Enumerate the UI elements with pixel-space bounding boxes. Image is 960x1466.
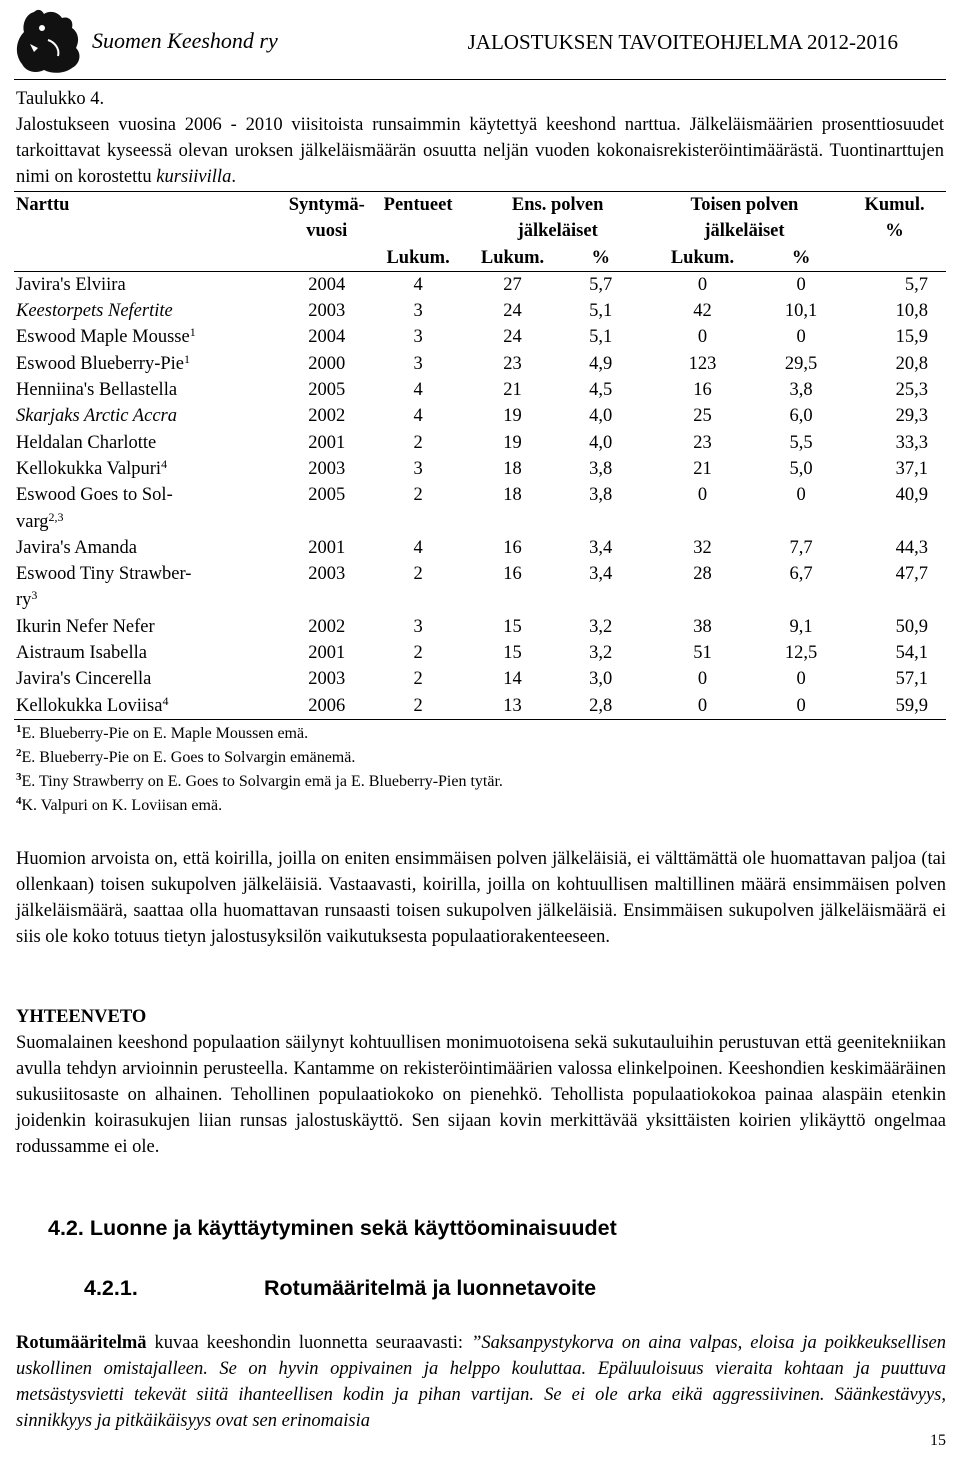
cell-litters: 2 bbox=[413, 432, 423, 453]
summary-section bbox=[16, 1004, 946, 1160]
cell-n2: 16 bbox=[693, 380, 712, 401]
dam-table bbox=[14, 191, 946, 720]
cell-year: 2003 bbox=[308, 458, 346, 479]
table-row bbox=[14, 456, 946, 482]
table-row bbox=[14, 324, 946, 350]
cell-name bbox=[14, 482, 287, 535]
cell-n1: 16 bbox=[503, 537, 522, 558]
cell-year: 2002 bbox=[308, 616, 346, 637]
col-pentueet: Pentueet bbox=[383, 195, 453, 215]
cell-name bbox=[14, 535, 287, 561]
cell-n1: 27 bbox=[503, 274, 522, 295]
cell-n1: 24 bbox=[503, 301, 522, 322]
section-heading: 4.2. Luonne ja käyttäytyminen sekä käyttöominaisuudet bbox=[48, 1216, 617, 1240]
footnote-mark: 1 bbox=[189, 325, 196, 340]
footnote-number: 3 bbox=[16, 771, 22, 783]
cell-litters: 2 bbox=[413, 695, 423, 716]
footnote-number: 1 bbox=[16, 723, 22, 735]
cell-p1: 3,4 bbox=[589, 564, 613, 585]
cell-n1: 19 bbox=[503, 432, 522, 453]
footnote-mark: 4 bbox=[161, 456, 168, 471]
dam-name: Keestorpets Nefertite bbox=[16, 301, 173, 322]
cell-year: 2002 bbox=[308, 406, 346, 427]
cell-cum: 25,3 bbox=[895, 380, 928, 401]
cell-n2: 25 bbox=[693, 406, 712, 427]
cell-n2: 32 bbox=[693, 537, 712, 558]
cell-year: 2001 bbox=[308, 643, 346, 664]
cell-p1: 5,7 bbox=[589, 274, 613, 295]
table-footnotes bbox=[16, 722, 503, 818]
cell-cum: 15,9 bbox=[895, 327, 928, 348]
paragraph-analysis: Huomion arvoista on, että koirilla, joilla on eniten ensimmäisen polven jälkeläisiä, ei välttämättä ole huomattavan paljoa (tai ollenkaan) toisen sukupolven jälkeläisiä. Vastaavasti, koirilla, joilla on kohtuullisen maltillinen määrä ensimmäisen polven jälkeläismäärä, saattaa olla huomattavan runsaasti toisen sukupolven jälkeläisiä. Ensimmäisen sukupolven jälkeläismäärä ei siis ole koko totuus tietyn jalostusyksilön vaikutuksesta populaatiorakenteeseen. bbox=[16, 849, 946, 947]
cell-name bbox=[14, 640, 287, 666]
cell-year: 2003 bbox=[308, 301, 346, 322]
cell-n2: 21 bbox=[693, 458, 712, 479]
cell-name bbox=[14, 351, 287, 377]
summary-text: Suomalainen keeshond populaation säilynyt kohtuullisen monimuotoisena sekä sukutauluihin perustuvan että geenitekniikan avulla tehdyn arvioinnin perusteella. Kantamme on rekisteröintimäärien valossa elinkelpoinen. Keeshondien keskimääräinen sukusiitosaste on alhainen. Tehollinen populaatiokoko on pienehkö. Tehollista populaatiokokoa painaa alaspäin etenkin joidenkin koirasukujen liian runsas jalostuskäyttö. Sen sijaan kovin merkittävää yksittäisten koirien ylikäyttö ongelmaa rodussamme ei ole. bbox=[16, 1033, 946, 1157]
cell-name bbox=[14, 430, 287, 456]
subheader-pct: % bbox=[791, 247, 811, 268]
cell-cum: 54,1 bbox=[895, 643, 928, 664]
cell-name bbox=[14, 456, 287, 482]
cell-n1: 18 bbox=[503, 458, 522, 479]
cell-year: 2001 bbox=[308, 537, 346, 558]
caption-italic: kursiivilla bbox=[156, 167, 232, 187]
cell-litters: 2 bbox=[413, 669, 423, 690]
logo-text: Suomen Keeshond ry bbox=[92, 28, 278, 53]
cell-n1: 16 bbox=[503, 564, 522, 585]
cell-name bbox=[14, 614, 287, 640]
col-kumul: Kumul. % bbox=[864, 195, 925, 242]
dam-name: Kellokukka Valpuri bbox=[16, 458, 162, 479]
cell-litters: 4 bbox=[413, 406, 423, 427]
dam-name: Eswood Goes to Sol- bbox=[16, 485, 173, 506]
cell-year: 2004 bbox=[308, 327, 346, 348]
caption-body: Jalostukseen vuosina 2006 - 2010 viisitoista runsaimmin käytettyä keeshond narttua. Jälkeläismäärien prosenttiosuudet tarkoittavat kyseessä olevan uroksen jälkeläismäärän osuutta neljän vuoden kokonaisrekisteröintimäärästä. Tuontinarttujen nimi on korostettu kursiivilla. bbox=[16, 115, 944, 187]
cell-litters: 2 bbox=[413, 485, 423, 506]
cell-n1: 24 bbox=[503, 327, 522, 348]
cell-year: 2005 bbox=[308, 485, 346, 506]
cell-year: 2005 bbox=[308, 380, 346, 401]
cell-p2: 0 bbox=[796, 274, 806, 295]
footnote-mark: 4 bbox=[162, 693, 169, 708]
cell-p1: 4,9 bbox=[589, 353, 613, 374]
cell-litters: 3 bbox=[413, 616, 423, 637]
table-caption bbox=[16, 86, 944, 190]
cell-litters: 3 bbox=[413, 327, 423, 348]
table-row bbox=[14, 271, 946, 298]
dam-name: Henniina's Bellastella bbox=[16, 380, 178, 401]
cell-litters: 4 bbox=[413, 274, 423, 295]
cell-n2: 38 bbox=[693, 616, 712, 637]
table-row bbox=[14, 482, 946, 535]
keeshond-logo-icon bbox=[8, 4, 88, 76]
caption-label: Taulukko 4. bbox=[16, 89, 105, 109]
dam-name: Aistraum Isabella bbox=[16, 643, 147, 664]
cell-p1: 3,0 bbox=[589, 669, 613, 690]
cell-cum: 5,7 bbox=[904, 274, 928, 295]
cell-p2: 0 bbox=[796, 485, 806, 506]
footnote-text: E. Tiny Strawberry on E. Goes to Solvargin emä ja E. Blueberry-Pien tytär. bbox=[21, 773, 503, 790]
footnote bbox=[16, 746, 503, 770]
cell-litters: 2 bbox=[413, 564, 423, 585]
cell-cum: 57,1 bbox=[895, 669, 928, 690]
dam-name: Javira's Amanda bbox=[16, 537, 137, 558]
cell-p2: 5,5 bbox=[789, 432, 813, 453]
cell-cum: 20,8 bbox=[895, 353, 928, 374]
cell-year: 2003 bbox=[308, 669, 346, 690]
cell-n1: 14 bbox=[503, 669, 522, 690]
cell-cum: 44,3 bbox=[895, 537, 928, 558]
cell-year: 2003 bbox=[308, 564, 346, 585]
header-divider bbox=[14, 79, 946, 80]
footnote-number: 2 bbox=[16, 747, 22, 759]
cell-litters: 3 bbox=[413, 301, 423, 322]
cell-name bbox=[14, 693, 287, 720]
cell-cum: 10,8 bbox=[895, 301, 928, 322]
cell-name bbox=[14, 666, 287, 692]
dam-name: Eswood Tiny Strawber- bbox=[16, 564, 192, 585]
cell-p1: 3,2 bbox=[589, 643, 613, 664]
table-row bbox=[14, 614, 946, 640]
subheader-pct: % bbox=[591, 247, 610, 268]
cell-p2: 5,0 bbox=[789, 458, 813, 479]
cell-p1: 5,1 bbox=[589, 301, 613, 322]
cell-n1: 19 bbox=[503, 406, 522, 427]
footnote-text: E. Blueberry-Pie on E. Maple Moussen emä. bbox=[21, 725, 309, 742]
cell-p2: 9,1 bbox=[789, 616, 813, 637]
cell-p1: 2,8 bbox=[589, 695, 613, 716]
cell-n2: 42 bbox=[693, 301, 712, 322]
cell-cum: 37,1 bbox=[895, 458, 928, 479]
cell-p2: 29,5 bbox=[784, 353, 818, 374]
cell-cum: 33,3 bbox=[895, 432, 928, 453]
cell-name bbox=[14, 561, 287, 614]
table-row bbox=[14, 403, 946, 429]
footnote-mark: 1 bbox=[184, 351, 191, 366]
cell-p1: 3,2 bbox=[589, 616, 613, 637]
cell-n2: 51 bbox=[693, 643, 712, 664]
cell-n2: 0 bbox=[697, 669, 708, 690]
cell-p1: 3,8 bbox=[589, 458, 613, 479]
cell-n1: 15 bbox=[503, 643, 522, 664]
cell-p1: 4,0 bbox=[589, 406, 613, 427]
cell-litters: 2 bbox=[413, 643, 423, 664]
cell-n1: 23 bbox=[503, 353, 522, 374]
cell-litters: 3 bbox=[413, 458, 423, 479]
subheader-lukum: Lukum. bbox=[670, 247, 735, 268]
cell-p1: 4,5 bbox=[589, 380, 613, 401]
table-row bbox=[14, 298, 946, 324]
cell-cum: 29,3 bbox=[895, 406, 928, 427]
cell-litters: 3 bbox=[413, 353, 423, 374]
cell-p1: 4,0 bbox=[589, 432, 613, 453]
col-toisen-polven: Toisen polven jälkeläiset bbox=[690, 195, 799, 242]
breed-standard-paragraph: Rotumääritelmä kuvaa keeshondin luonnetta seuraavasti: ”Saksanpystykorva on aina valpas, eloisa ja poikkeuksellisen uskollinen omistajalleen. Se on hyvin oppivainen ja helppo kouluttaa. Epäluuloisuus vieraita kohtaan ja puuttuva metsästysvietti tekevät siitä ihanteellisen kodin ja pihan vartijan. Se ei ole arka eikä aggressiivinen. Säänkestävyys, sinnikkyys ja pitkäikäisyys ovat sen erinomaisia bbox=[16, 1333, 946, 1431]
cell-n1: 21 bbox=[503, 380, 522, 401]
cell-name bbox=[14, 377, 287, 403]
summary-heading: YHTEENVETO bbox=[16, 1007, 147, 1027]
cell-cum: 47,7 bbox=[895, 564, 928, 585]
table-row bbox=[14, 351, 946, 377]
cell-p2: 3,8 bbox=[789, 380, 813, 401]
dam-name: Kellokukka Loviisa bbox=[16, 695, 163, 716]
cell-p2: 0 bbox=[796, 669, 806, 690]
page-number: 15 bbox=[930, 1432, 946, 1449]
cell-year: 2004 bbox=[308, 274, 346, 295]
footnote-text: E. Blueberry-Pie on E. Goes to Solvargin emänemä. bbox=[21, 749, 356, 766]
cell-p1: 3,8 bbox=[589, 485, 613, 506]
cell-n2: 0 bbox=[697, 695, 708, 716]
cell-cum: 50,9 bbox=[895, 616, 928, 637]
cell-p1: 5,1 bbox=[589, 327, 613, 348]
cell-litters: 4 bbox=[413, 537, 423, 558]
table-row bbox=[14, 561, 946, 614]
cell-name bbox=[14, 403, 287, 429]
dam-name-cont: ry bbox=[16, 590, 32, 611]
subheader-lukum: Lukum. bbox=[480, 247, 545, 268]
cell-p2: 7,7 bbox=[789, 537, 813, 558]
cell-n2: 28 bbox=[693, 564, 712, 585]
cell-p2: 0 bbox=[796, 327, 806, 348]
cell-p2: 10,1 bbox=[784, 301, 818, 322]
cell-cum: 59,9 bbox=[895, 695, 928, 716]
dam-name: Skarjaks Arctic Accra bbox=[16, 406, 177, 427]
footnote bbox=[16, 722, 503, 746]
subsection-title: Rotumääritelmä ja luonnetavoite bbox=[264, 1276, 597, 1300]
footnote-mark: 3 bbox=[31, 588, 38, 603]
cell-n2: 0 bbox=[697, 485, 708, 506]
cell-p2: 12,5 bbox=[784, 643, 818, 664]
cell-p1: 3,4 bbox=[589, 537, 613, 558]
col-ens-polven: Ens. polven jälkeläiset bbox=[511, 195, 604, 242]
cell-cum: 40,9 bbox=[895, 485, 928, 506]
cell-n2: 0 bbox=[697, 327, 708, 348]
footnote-number: 4 bbox=[16, 795, 22, 807]
document-title: JALOSTUKSEN TAVOITEOHJELMA 2012-2016 bbox=[467, 30, 898, 54]
cell-n1: 15 bbox=[503, 616, 522, 637]
col-narttu: Narttu bbox=[16, 195, 70, 215]
cell-n2: 123 bbox=[688, 353, 717, 374]
subheader-lukum: Lukum. bbox=[386, 247, 450, 268]
cell-p2: 6,0 bbox=[789, 406, 813, 427]
table-row bbox=[14, 640, 946, 666]
footnote-mark: 2,3 bbox=[48, 509, 64, 524]
col-syntymavuosi: Syntymä- vuosi bbox=[288, 195, 365, 241]
subsection-number: 4.2.1. bbox=[84, 1276, 138, 1300]
cell-n2: 23 bbox=[693, 432, 712, 453]
cell-name bbox=[14, 324, 287, 350]
table-row bbox=[14, 377, 946, 403]
dam-name-cont: varg bbox=[16, 511, 49, 532]
cell-year: 2000 bbox=[308, 353, 346, 374]
table-row bbox=[14, 693, 946, 720]
dam-name: Ikurin Nefer Nefer bbox=[16, 616, 155, 637]
cell-n2: 0 bbox=[697, 274, 708, 295]
table-row bbox=[14, 430, 946, 456]
dam-name: Eswood Blueberry-Pie bbox=[16, 353, 185, 374]
cell-year: 2001 bbox=[308, 432, 346, 453]
footnote bbox=[16, 770, 503, 794]
cell-litters: 4 bbox=[413, 380, 423, 401]
table-row bbox=[14, 666, 946, 692]
cell-p2: 6,7 bbox=[789, 564, 813, 585]
cell-name bbox=[14, 298, 287, 324]
cell-p2: 0 bbox=[796, 695, 806, 716]
dam-name: Javira's Elviira bbox=[16, 274, 126, 295]
cell-name bbox=[14, 271, 287, 298]
dam-name: Eswood Maple Mousse bbox=[16, 327, 190, 348]
cell-year: 2006 bbox=[308, 695, 346, 716]
footnote bbox=[16, 794, 503, 818]
dam-name: Heldalan Charlotte bbox=[16, 432, 157, 453]
cell-n1: 13 bbox=[503, 695, 522, 716]
cell-n1: 18 bbox=[503, 485, 522, 506]
dam-name: Javira's Cincerella bbox=[16, 669, 152, 690]
footnote-text: K. Valpuri on K. Loviisan emä. bbox=[21, 797, 223, 814]
table-row bbox=[14, 535, 946, 561]
